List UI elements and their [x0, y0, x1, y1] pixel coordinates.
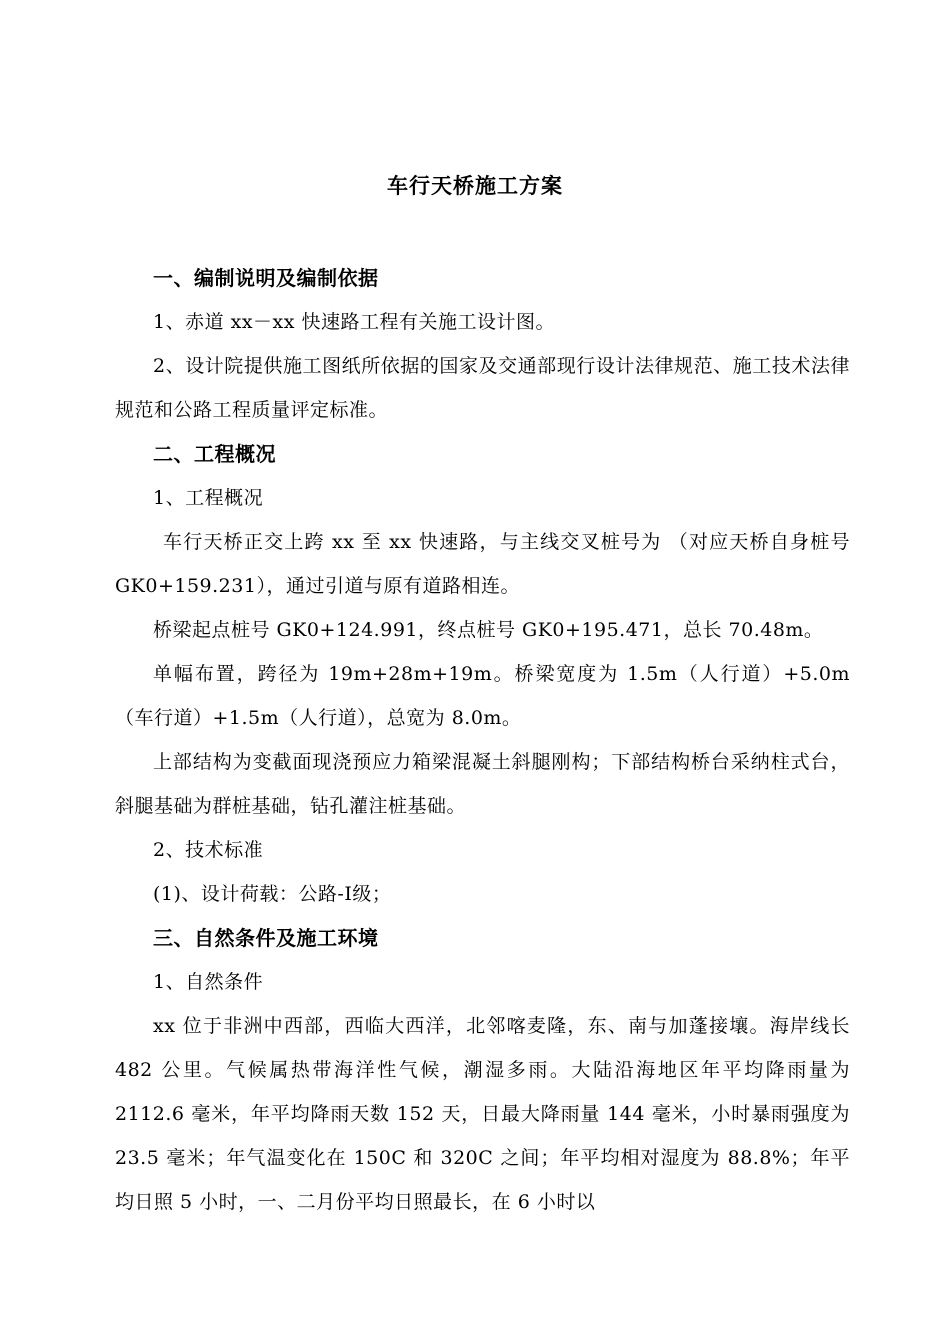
document-title: 车行天桥施工方案 — [387, 174, 563, 198]
section-heading: 三、自然条件及施工环境 — [153, 926, 379, 950]
paragraph: 上部结构为变截面现浇预应力箱梁混凝土斜腿刚构；下部结构桥台采纳柱式台，斜腿基础为群桩基础，钻孔灌注桩基础。 — [115, 751, 850, 817]
paragraph: 2、设计院提供施工图纸所依据的国家及交通部现行设计法律规范、施工技术法律规范和公路工程质量评定标准。 — [115, 355, 850, 421]
document-body — [115, 256, 850, 1224]
paragraph: 1、工程概况 — [153, 487, 264, 509]
paragraph: 2、技术标准 — [153, 839, 264, 861]
paragraph: 1、赤道 xx－xx 快速路工程有关施工设计图。 — [153, 311, 556, 333]
paragraph: xx 位于非洲中西部，西临大西洋，北邻喀麦隆，东、南与加蓬接壤。海岸线长 482 公里。气候属热带海洋性气候，潮湿多雨。大陆沿海地区年平均降雨量为 2112.6 毫米，年平均降雨天数 152 天，日最大降雨量 144 毫米，小时暴雨强度为 23.5 毫米；年气温变化在 150C 和 320C 之间；年平均相对湿度为 88.8%；年平均日照 5 小时，一、二月份平均日照最长，在 6 小时以 — [115, 1015, 850, 1213]
section-heading: 一、编制说明及编制依据 — [153, 266, 379, 290]
paragraph: 1、自然条件 — [153, 971, 264, 993]
paragraph: (1)、设计荷载：公路-I级； — [153, 883, 392, 905]
paragraph: 单幅布置，跨径为 19m+28m+19m。桥梁宽度为 1.5m（人行道）+5.0m（车行道）+1.5m（人行道），总宽为 8.0m。 — [115, 663, 850, 729]
section-heading: 二、工程概况 — [153, 442, 276, 466]
paragraph: 桥梁起点桩号 GK0+124.991，终点桩号 GK0+195.471，总长 70.48m。 — [153, 619, 824, 641]
paragraph: 车行天桥正交上跨 xx 至 xx 快速路，与主线交叉桩号为 （对应天桥自身桩号 GK0+159.231），通过引道与原有道路相连。 — [115, 531, 850, 597]
